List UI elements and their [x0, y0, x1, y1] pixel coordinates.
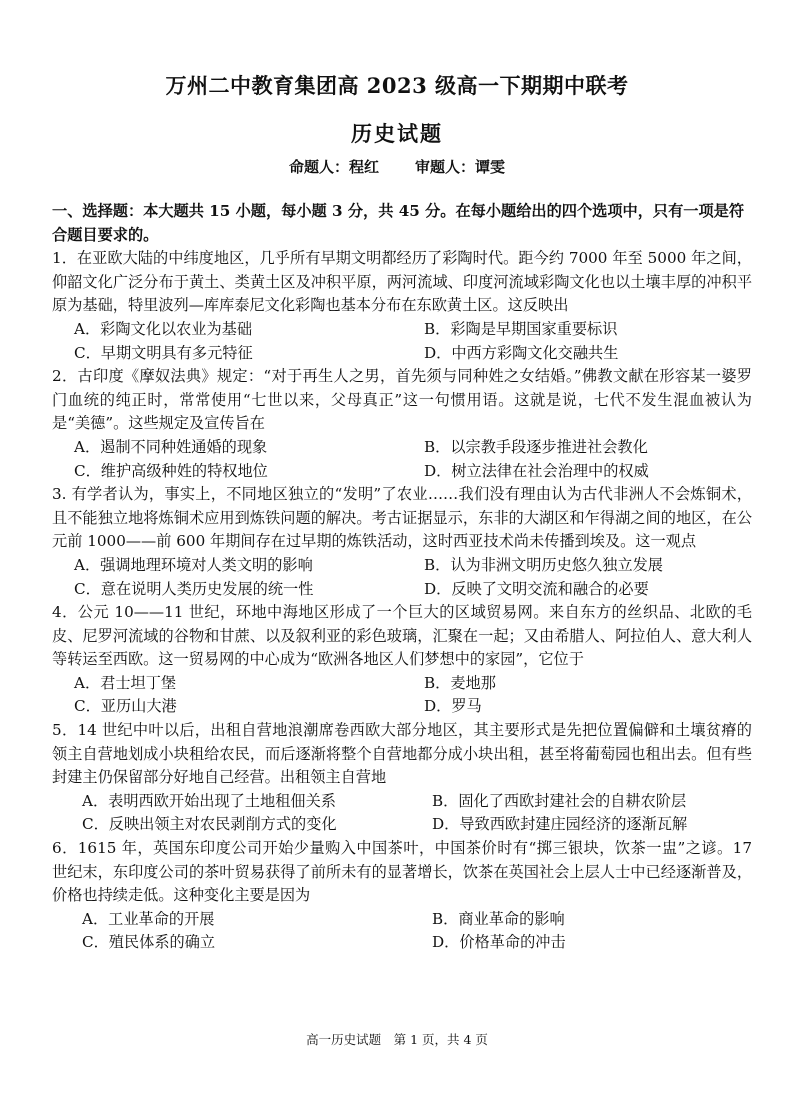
option-list	[52, 554, 752, 601]
option-a: A．彩陶文化以农业为基础	[74, 319, 253, 338]
option-a: A．工业革命的开展	[82, 909, 215, 928]
option-b: B．以宗教手段逐步推进社会教化	[424, 437, 648, 456]
option-b: B．彩陶是早期国家重要标识	[424, 319, 618, 338]
option-b: B．麦地那	[424, 673, 496, 692]
option-c: C．殖民体系的确立	[82, 933, 216, 952]
option-c: C．早期文明具有多元特征	[74, 343, 253, 362]
page-footer: 高一历史试题 第 1 页，共 4 页	[306, 1032, 488, 1047]
question-stem: 1．在亚欧大陆的中纬度地区，几乎所有早期文明都经历了彩陶时代。距今约 7000 年至 5000 年之间，仰韶文化广泛分布于黄土、类黄土区及冲积平原，两河流域、印度河流域彩陶文化也以土壤丰厚的冲积平原为基础，特里波列—库库泰尼文化彩陶也基本分布在东欧黄土区。这反映出	[52, 249, 752, 315]
question-stem: 6．1615 年，英国东印度公司开始少量购入中国茶叶，中国茶价时有“掷三银块，饮茶一盅”之谚。17 世纪末，东印度公司的茶叶贸易获得了前所未有的显著增长，饮茶在英国社会上层人士中已经逐渐普及，价格也持续走低。这种变化主要是因为	[52, 839, 752, 905]
section-heading: 一、选择题：本大题共 15 小题，每小题 3 分，共 45 分。在每小题给出的四个选项中，只有一项是符合题目要求的。	[52, 202, 745, 244]
option-a: A．表明西欧开始出现了土地租佃关系	[82, 791, 336, 810]
option-d: D．导致西欧封建庄园经济的逐渐瓦解	[432, 815, 688, 834]
option-d: D．反映了文明交流和融合的必要	[424, 579, 649, 598]
option-b: B．商业革命的影响	[432, 909, 565, 928]
exam-body	[52, 200, 752, 955]
option-c: C．维护高级种姓的特权地位	[74, 461, 268, 480]
option-c: C．反映出领主对农民剥削方式的变化	[82, 815, 337, 834]
option-b: B．固化了西欧封建社会的自耕农阶层	[432, 791, 687, 810]
option-list	[52, 318, 752, 365]
question-stem: 4．公元 10——11 世纪，环地中海地区形成了一个巨大的区域贸易网。来自东方的丝织品、北欧的毛皮、尼罗河流域的谷物和甘蔗、以及叙利亚的彩色玻璃，汇聚在一起；又由希腊人、阿拉伯人、意大利人等转运至西欧。这一贸易网的中心成为“欧洲各地区人们梦想中的家园”，它位于	[52, 603, 752, 669]
option-list	[52, 672, 752, 719]
option-d: D．树立法律在社会治理中的权威	[424, 461, 649, 480]
authors-line	[0, 156, 794, 177]
option-list	[52, 436, 752, 483]
option-a: A．遏制不同种姓通婚的现象	[74, 437, 268, 456]
option-c: C．亚历山大港	[74, 697, 177, 716]
option-list	[52, 908, 752, 955]
question-stem: 3. 有学者认为，事实上，不同地区独立的“发明”了农业……我们没有理由认为古代非洲人不会炼铜术，且不能独立地将炼铜术应用到炼铁问题的解决。考古证据显示，东非的大湖区和乍得湖之间的地区，在公元前 1000——前 600 年期间存在过早期的炼铁活动，这时西亚技术尚未传播到埃及。这一观点	[52, 485, 752, 551]
question-stem: 5．14 世纪中叶以后，出租自营地浪潮席卷西欧大部分地区，其主要形式是先把位置偏僻和土壤贫瘠的领主自营地划成小块租给农民，而后逐渐将整个自营地都分成小块出租，甚至将葡萄园也租出去。但有些封建主仍保留部分好地自己经营。出租领主自营地	[52, 721, 752, 787]
option-d: D．罗马	[424, 697, 482, 716]
question-reviewer: 审题人：谭雯	[415, 158, 506, 176]
option-b: B．认为非洲文明历史悠久独立发展	[424, 555, 663, 574]
option-list	[52, 790, 752, 837]
option-d: D．中西方彩陶文化交融共生	[424, 343, 619, 362]
option-a: A．强调地理环境对人类文明的影响	[74, 555, 313, 574]
exam-title: 万州二中教育集团高 2023 级高一下期期中联考	[165, 73, 629, 98]
subject-title: 历史试题	[351, 121, 443, 146]
option-c: C．意在说明人类历史发展的统一性	[74, 579, 314, 598]
option-a: A．君士坦丁堡	[74, 673, 177, 692]
question-setter: 命题人：程红	[288, 158, 379, 176]
question-stem: 2．古印度《摩奴法典》规定：“对于再生人之男，首先须与同种姓之女结婚。”佛教文献在形容某一婆罗门血统的纯正时，常常使用“七世以来，父母真正”这一句惯用语。这就是说，七代不发生混血被认为是“美德”。这些规定及宣传旨在	[52, 367, 752, 433]
option-d: D．价格革命的冲击	[432, 933, 566, 952]
